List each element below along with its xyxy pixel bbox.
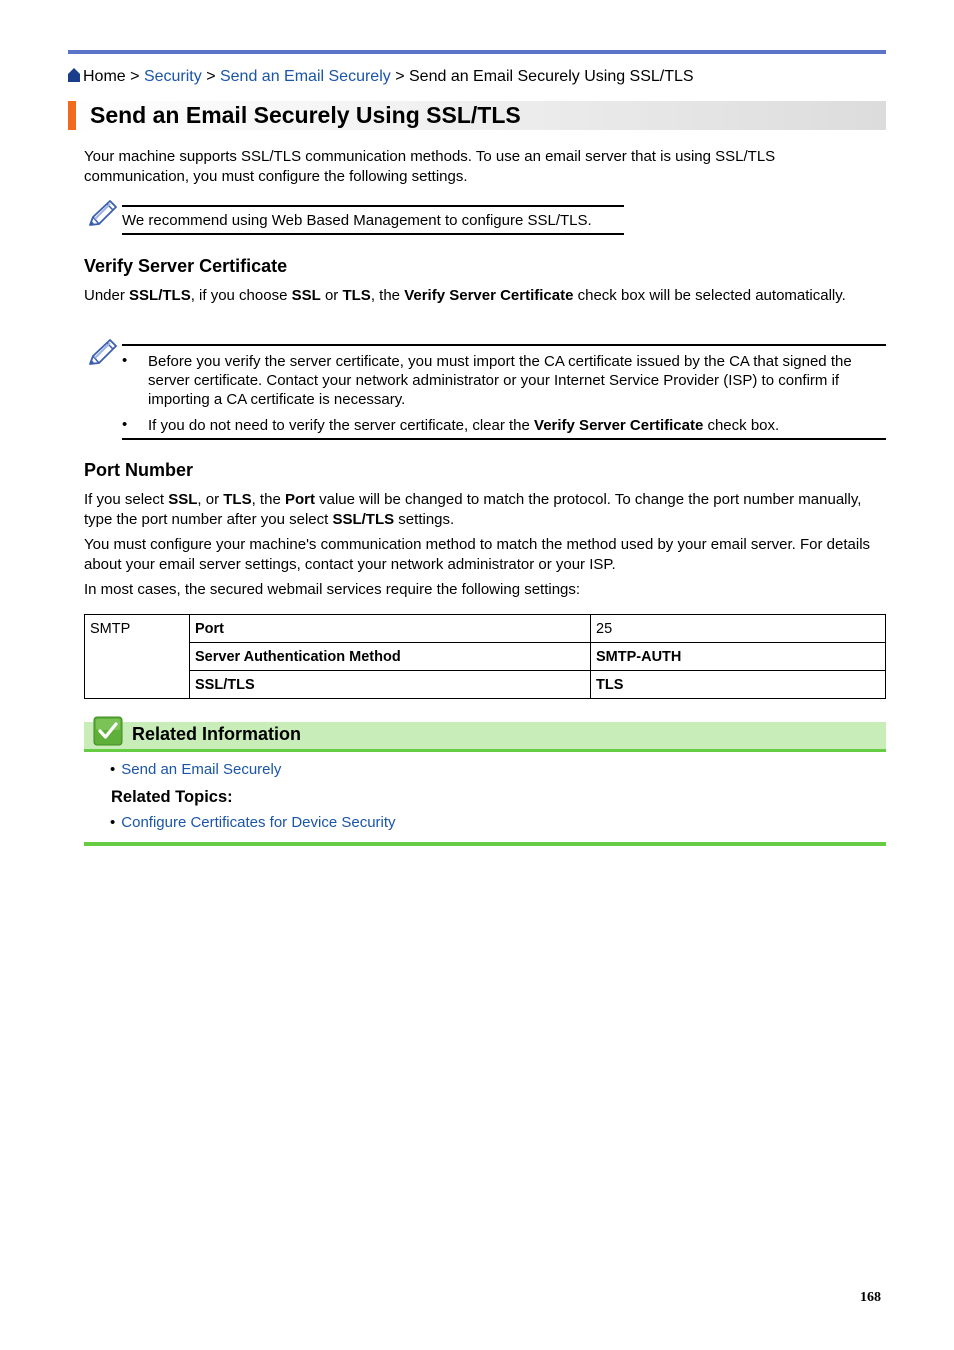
table-cell-label: Port: [190, 615, 591, 643]
port-paragraph: If you select SSL, or TLS, the Port value will be changed to match the protocol. To change the port number manually, type the port number after you select SSL/TLS settings.: [84, 491, 862, 528]
related-bottom-rule: [84, 842, 886, 846]
settings-table: [84, 614, 886, 699]
related-information-header: [84, 722, 886, 752]
home-icon: [68, 68, 80, 82]
intro-paragraph: Your machine supports SSL/TLS communication methods. To use an email server that is using SSL/TLS communication, you must configure the following settings.: [84, 148, 776, 185]
note-text: We recommend using Web Based Management to configure SSL/TLS.: [122, 212, 592, 229]
note-box: [122, 205, 624, 235]
breadcrumb-link-security[interactable]: Security: [143, 68, 202, 85]
page-number: 168: [860, 1290, 881, 1305]
note-box: [122, 344, 886, 440]
bullet-marker: •: [122, 352, 128, 369]
checkmark-icon: [93, 716, 123, 746]
table-cell-group: SMTP: [85, 615, 190, 699]
related-topics-label: Related Topics:: [111, 788, 233, 806]
table-cell-value: 25: [591, 615, 886, 643]
breadcrumb-separator: >: [206, 68, 216, 85]
related-link-send-email-securely[interactable]: Send an Email Securely: [121, 761, 282, 778]
configure-paragraph: You must configure your machine's communication method to match the method used by your email server. For details about your email server settings, contact your network administrator or your ISP.: [84, 536, 871, 573]
page-title: Send an Email Securely Using SSL/TLS: [90, 102, 521, 128]
table-row: [85, 615, 886, 643]
port-number-heading: Port Number: [84, 460, 194, 480]
note-bullet-text: If you do not need to verify the server certificate, clear the Verify Server Certificate check box.: [148, 417, 780, 434]
table-row: [85, 643, 886, 671]
pencil-note-icon: [86, 199, 118, 231]
breadcrumb: [68, 67, 694, 87]
related-information-title: Related Information: [132, 724, 302, 744]
pencil-note-icon: [86, 338, 118, 370]
list-item: [110, 760, 281, 780]
table-cell-label: SSL/TLS: [190, 671, 591, 699]
table-row: [85, 671, 886, 699]
bullet-marker: •: [110, 761, 116, 778]
settings-intro-paragraph: In most cases, the secured webmail services require the following settings:: [84, 581, 581, 598]
table-cell-value: SMTP-AUTH: [591, 643, 886, 671]
page-title-banner: [68, 101, 886, 130]
table-cell-label: Server Authentication Method: [190, 643, 591, 671]
bullet-marker: •: [122, 416, 128, 433]
breadcrumb-separator: >: [395, 68, 405, 85]
bullet-marker: •: [110, 814, 116, 831]
top-rule: [68, 50, 886, 54]
verify-server-certificate-heading: Verify Server Certificate: [84, 256, 288, 276]
breadcrumb-current: Send an Email Securely Using SSL/TLS: [409, 68, 694, 85]
related-link-configure-certificates[interactable]: Configure Certificates for Device Security: [121, 814, 396, 831]
breadcrumb-link-send-email-securely[interactable]: Send an Email Securely: [219, 68, 391, 85]
note-bullet-text: Before you verify the server certificate, you must import the CA certificate issued by the CA that signed the server certificate. Contact your network administrator or your Internet Service Provider (ISP) to confirm if importing a CA certificate is necessary.: [148, 353, 852, 408]
title-accent-bar: [68, 101, 76, 130]
verify-paragraph: Under SSL/TLS, if you choose SSL or TLS, the Verify Server Certificate check box will be selected automatically.: [84, 287, 846, 304]
table-cell-value: TLS: [591, 671, 886, 699]
breadcrumb-home[interactable]: Home: [83, 68, 126, 85]
breadcrumb-separator: >: [130, 68, 140, 85]
list-item: [110, 813, 396, 833]
